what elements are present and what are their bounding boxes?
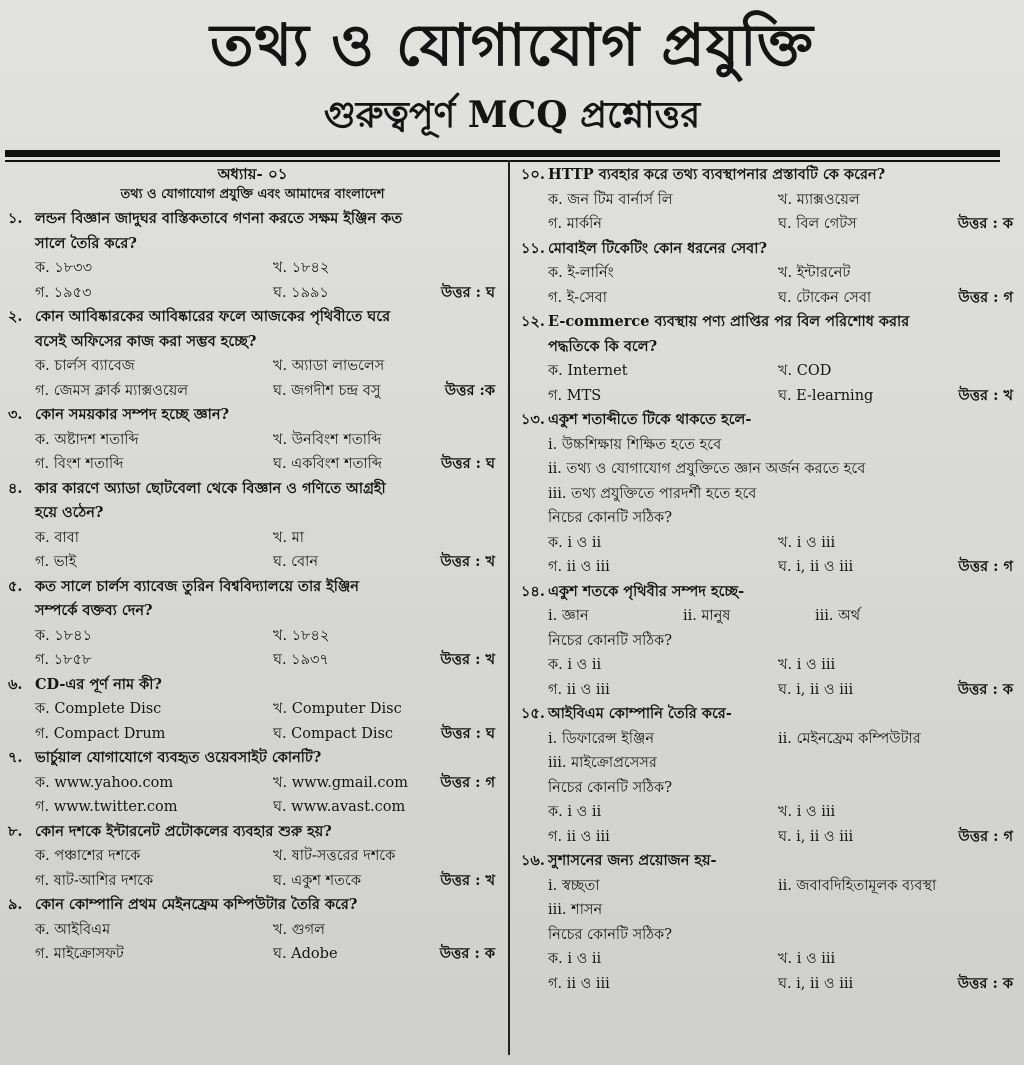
option: ঘ. ১৯৩৭	[273, 652, 329, 668]
option: ক. আইবিএম	[35, 921, 111, 938]
option: গ. ii ও iii	[548, 559, 610, 575]
option: খ. COD	[778, 363, 832, 379]
statement: i. উচ্চশিক্ষায় শিক্ষিত হতে হবে	[548, 436, 722, 453]
question-body	[513, 727, 1019, 850]
question-text: কোন আবিষ্কারকের আবিষ্কারের ফলে আজকের পৃথিবীতে ঘরে	[35, 308, 391, 325]
answer-label: উত্তর : ক	[439, 945, 495, 962]
option-row	[513, 678, 1019, 703]
option: ক. ই-লার্নিং	[548, 265, 614, 281]
question-number: ৮.	[8, 822, 23, 840]
answer-label: উত্তর : খ	[440, 553, 495, 570]
question-body	[0, 526, 505, 575]
option: গ. ষাট-আশির দশকে	[35, 872, 154, 889]
question-item	[0, 746, 505, 820]
column-divider	[508, 160, 510, 1055]
question-item	[513, 163, 1019, 237]
question-text: একুশ শতকে পৃথিবীর সম্পদ হচ্ছে-	[548, 582, 745, 600]
statement: ii. মানুষ	[683, 608, 731, 624]
option-row	[0, 918, 505, 943]
option: গ. ii ও iii	[548, 975, 610, 992]
question-item	[513, 237, 1019, 311]
option-row	[0, 624, 505, 649]
option: ঘ. টোকেন সেবা	[778, 289, 872, 306]
answer-label: উত্তর : ঘ	[440, 283, 495, 301]
answer-label: উত্তর : খ	[958, 386, 1013, 404]
option: গ. ১৮৫৮	[35, 652, 92, 668]
question-text: বসেই অফিসের কাজ করা সম্ভব হচ্ছে?	[35, 332, 257, 350]
header-rule-thin	[5, 160, 1000, 162]
chapter-subtitle: তথ্য ও যোগাযোগ প্রযুক্তি এবং আমাদের বাংলাদেশ	[120, 187, 385, 202]
option: ঘ. জগদীশ চন্দ্র বসু	[273, 382, 381, 399]
option: ক. অষ্টাদশ শতাব্দি	[35, 431, 139, 448]
question-number: ১২.	[521, 313, 545, 330]
statement: নিচের কোনটি সঠিক?	[548, 779, 672, 796]
question-text: পদ্ধতিকে কি বলে?	[548, 337, 658, 355]
option: গ. মার্কনি	[548, 216, 602, 232]
option: ঘ. ১৯৯১	[273, 284, 329, 301]
question-number: ৪.	[8, 479, 23, 497]
question-text: সালে তৈরি করে?	[35, 234, 137, 252]
chapter-label: অধ্যায়- ০১	[217, 165, 288, 183]
answer-label: উত্তর : গ	[958, 827, 1013, 845]
option-row	[0, 281, 505, 306]
question-number: ৫.	[8, 577, 23, 595]
question-text: সম্পর্কে বক্তব্য দেন?	[35, 602, 153, 619]
option-row	[0, 379, 505, 404]
option-row	[0, 869, 505, 894]
question-text: E-commerce ব্যবস্থায় পণ্য প্রাপ্তির পর বিল পরিশোধ করার	[548, 313, 910, 330]
option-row	[0, 844, 505, 869]
option-row	[513, 825, 1019, 850]
option: ক. i ও ii	[548, 657, 602, 673]
answer-label: উত্তর : খ	[440, 871, 495, 889]
option-row	[0, 526, 505, 551]
question-body	[0, 697, 505, 746]
statement-row	[513, 604, 1019, 629]
right-column	[513, 163, 1019, 996]
option: খ. i ও iii	[778, 951, 836, 967]
option-row	[0, 428, 505, 453]
statement: iii. তথ্য প্রযুক্তিতে পারদর্শী হতে হবে	[548, 485, 757, 502]
page-subtitle: গুরুত্বপূর্ণ MCQ প্রশ্নোত্তর	[323, 94, 701, 136]
question-number: ৩.	[8, 406, 23, 423]
question-text: লন্ডন বিজ্ঞান জাদুঘর বাস্তিকতাবে গণনা করতে সক্ষম ইঞ্জিন কত	[35, 210, 403, 227]
option-row	[513, 653, 1019, 678]
statement-row	[513, 874, 1019, 899]
question-body	[0, 918, 505, 967]
option: গ. MTS	[548, 387, 602, 404]
question-text: কোন দশকে ইন্টারনেট প্রটোকলের ব্যবহার শুরু হয়?	[35, 822, 332, 840]
question-number: ১৬.	[521, 852, 545, 869]
option: ক. পঞ্চাশের দশকে	[35, 848, 141, 864]
option: গ. ii ও iii	[548, 828, 610, 845]
question-text: HTTP ব্যবহার করে তথ্য ব্যবস্থাপনার প্রস্তাবটি কে করেন?	[548, 166, 886, 183]
option-row	[0, 452, 505, 477]
option-row	[513, 384, 1019, 409]
question-body	[0, 354, 505, 403]
option-row	[0, 942, 505, 967]
option-row	[0, 697, 505, 722]
question-body	[513, 604, 1019, 702]
option: ক. জন টিম বার্নার্স লি	[548, 191, 673, 208]
option-row	[513, 972, 1019, 997]
answer-label: উত্তর : ঘ	[440, 724, 495, 742]
option-row	[0, 354, 505, 379]
question-body	[0, 844, 505, 893]
option: খ. উনবিংশ শতাব্দি	[273, 431, 382, 448]
option-row	[0, 795, 505, 820]
question-number: ৭.	[8, 749, 23, 766]
question-item	[513, 408, 1019, 580]
question-body	[513, 433, 1019, 580]
question-text: CD-এর পূর্ণ নাম কী?	[35, 675, 162, 693]
question-number: ২.	[8, 308, 23, 325]
question-body	[513, 359, 1019, 408]
question-text: একুশ শতাব্দীতে টিকে থাকতে হলে-	[548, 411, 752, 428]
question-item	[513, 310, 1019, 408]
option: ঘ. বিল গেটস	[778, 216, 857, 232]
option: গ. জেমস ক্লার্ক ম্যাক্সওয়েল	[35, 382, 189, 399]
option: ক. i ও ii	[548, 804, 602, 820]
question-item	[513, 580, 1019, 703]
question-text: কোন সময়কার সম্পদ হচ্ছে জ্ঞান?	[35, 406, 229, 423]
option-row	[0, 550, 505, 575]
question-number: ১১.	[521, 239, 545, 257]
option: গ. ১৯৫৩	[35, 284, 92, 301]
option: ক. চার্লস ব্যাবেজ	[35, 358, 135, 374]
question-text: কার কারণে অ্যাডা ছোটবেলা থেকে বিজ্ঞান ও গণিতে আগ্রহী	[35, 479, 386, 497]
option: খ. i ও iii	[778, 657, 836, 673]
option: খ. Computer Disc	[273, 701, 402, 717]
option-row	[513, 800, 1019, 825]
question-text: কত সালে চার্লস ব্যাবেজ তুরিন বিশ্ববিদ্যালয়ে তার ইঞ্জিন	[35, 577, 359, 595]
question-item	[0, 820, 505, 894]
option: ঘ. www.avast.com	[273, 799, 406, 815]
statement: ii. জবাবদিহিতামূলক ব্যবস্থা	[778, 877, 937, 894]
option-row	[513, 947, 1019, 972]
option: গ. ii ও iii	[548, 681, 610, 698]
option: ঘ. i, ii ও iii	[778, 975, 854, 992]
statement: ii. তথ্য ও যোগাযোগ প্রযুক্তিতে জ্ঞান অর্জন করতে হবে	[548, 461, 866, 477]
question-number: ১০.	[521, 166, 545, 183]
option-row	[513, 188, 1019, 213]
option: গ. Compact Drum	[35, 725, 166, 742]
option: খ. মা	[273, 529, 304, 546]
question-item	[513, 702, 1019, 849]
answer-label: উত্তর : খ	[440, 651, 495, 668]
option: ক. Complete Disc	[35, 701, 162, 717]
statement: নিচের কোনটি সঠিক?	[548, 632, 672, 649]
option: ক. ১৮৩৩	[35, 260, 93, 276]
statement: নিচের কোনটি সঠিক?	[548, 926, 672, 943]
option-row	[0, 256, 505, 281]
option-row	[513, 531, 1019, 556]
question-number: ৯.	[8, 896, 23, 913]
option: খ. i ও iii	[778, 804, 836, 820]
option-row	[513, 212, 1019, 237]
option: ক. Internet	[548, 363, 628, 379]
option: গ. ই-সেবা	[548, 289, 607, 306]
option: খ. ইন্টারনেট	[778, 265, 851, 281]
question-body	[0, 256, 505, 305]
question-text: মোবাইল টিকেটিং কোন ধরনের সেবা?	[548, 239, 767, 257]
answer-label: উত্তর : ঘ	[440, 455, 495, 472]
option: ঘ. i, ii ও iii	[778, 828, 854, 845]
question-number: ১.	[8, 210, 23, 227]
option-row	[0, 648, 505, 673]
statement: ii. মেইনফ্রেম কম্পিউটার	[778, 730, 921, 747]
statement-row	[513, 727, 1019, 752]
statement: নিচের কোনটি সঠিক?	[548, 510, 672, 526]
option: ক. ১৮৪১	[35, 627, 92, 644]
option-row	[0, 722, 505, 747]
option: ঘ. Compact Disc	[273, 725, 394, 742]
answer-label: উত্তর : গ	[440, 773, 495, 791]
option: ঘ. E-learning	[778, 387, 874, 404]
statement: iii. মাইক্রোপ্রসেসর	[548, 755, 657, 771]
answer-label: উত্তর : গ	[958, 558, 1013, 575]
option: গ. বিংশ শতাব্দি	[35, 456, 124, 472]
option: ঘ. Adobe	[273, 946, 338, 962]
answer-label: উত্তর : ক	[957, 680, 1013, 698]
question-number: ১৪.	[521, 582, 545, 600]
question-text: আইবিএম কোম্পানি তৈরি করে-	[548, 705, 732, 722]
statement: i. ডিফারেন্স ইঞ্জিন	[548, 730, 655, 747]
option: খ. www.gmail.com	[273, 774, 409, 791]
option: খ. গুগল	[273, 921, 325, 938]
question-number: ৬.	[8, 675, 23, 693]
option: খ. ষাট-সত্তরের দশকে	[273, 848, 396, 864]
option: ঘ. একবিংশ শতাব্দি	[273, 456, 382, 472]
option: ঘ. একুশ শতকে	[273, 872, 361, 889]
option: খ. অ্যাডা লাভলেস	[273, 358, 385, 374]
answer-label: উত্তর : ক	[957, 974, 1013, 992]
header-rule	[5, 150, 1000, 157]
question-item	[0, 403, 505, 477]
question-body	[0, 771, 505, 820]
question-text: ভার্চুয়াল যোগাযোগে ব্যবহৃত ওয়েবসাইট কোনটি?	[35, 749, 322, 766]
option-row	[513, 261, 1019, 286]
option: খ. ১৮৪২	[273, 260, 330, 276]
question-item	[513, 849, 1019, 996]
statement: i. জ্ঞান	[548, 608, 589, 624]
question-item	[0, 575, 505, 673]
option: ঘ. i, ii ও iii	[778, 681, 854, 698]
answer-label: উত্তর : গ	[958, 288, 1013, 306]
option: খ. ১৮৪২	[273, 627, 330, 644]
question-item	[0, 477, 505, 575]
page-title: তথ্য ও যোগাযোগ প্রযুক্তি	[210, 11, 814, 79]
option: গ. ভাই	[35, 554, 77, 570]
question-text: কোন কোম্পানি প্রথম মেইনফ্রেম কম্পিউটার তৈরি করে?	[35, 896, 358, 913]
statement: i. স্বচ্ছতা	[548, 877, 600, 894]
option: গ. মাইক্রোসফট	[35, 946, 124, 962]
option-row	[513, 286, 1019, 311]
question-text: হয়ে ওঠেন?	[35, 504, 104, 521]
question-body	[513, 188, 1019, 237]
statement: iii. শাসন	[548, 902, 603, 918]
option-row	[0, 771, 505, 796]
question-item	[0, 673, 505, 747]
question-item	[0, 305, 505, 403]
answer-label: উত্তর : ক	[957, 215, 1013, 232]
question-body	[0, 624, 505, 673]
question-number: ১৩.	[521, 411, 545, 428]
option: ঘ. i, ii ও iii	[778, 559, 854, 575]
question-body	[513, 874, 1019, 997]
option-row	[513, 555, 1019, 580]
question-body	[0, 428, 505, 477]
question-item	[0, 207, 505, 305]
question-item	[0, 893, 505, 967]
answer-label: উত্তর :ক	[444, 381, 495, 399]
option: খ. i ও iii	[778, 534, 836, 551]
question-body	[513, 261, 1019, 310]
option-row	[513, 359, 1019, 384]
statement: iii. অর্থ	[815, 608, 861, 624]
left-column	[0, 163, 505, 967]
option: খ. ম্যাক্সওয়েল	[778, 191, 860, 208]
option: ক. www.yahoo.com	[35, 774, 174, 791]
question-text: সুশাসনের জন্য প্রয়োজন হয়-	[548, 852, 717, 869]
option: গ. www.twitter.com	[35, 799, 178, 815]
question-number: ১৫.	[521, 705, 545, 722]
option: ঘ. বোন	[273, 554, 318, 570]
option: ক. i ও ii	[548, 534, 602, 551]
option: ক. বাবা	[35, 529, 79, 546]
option: ক. i ও ii	[548, 951, 602, 967]
